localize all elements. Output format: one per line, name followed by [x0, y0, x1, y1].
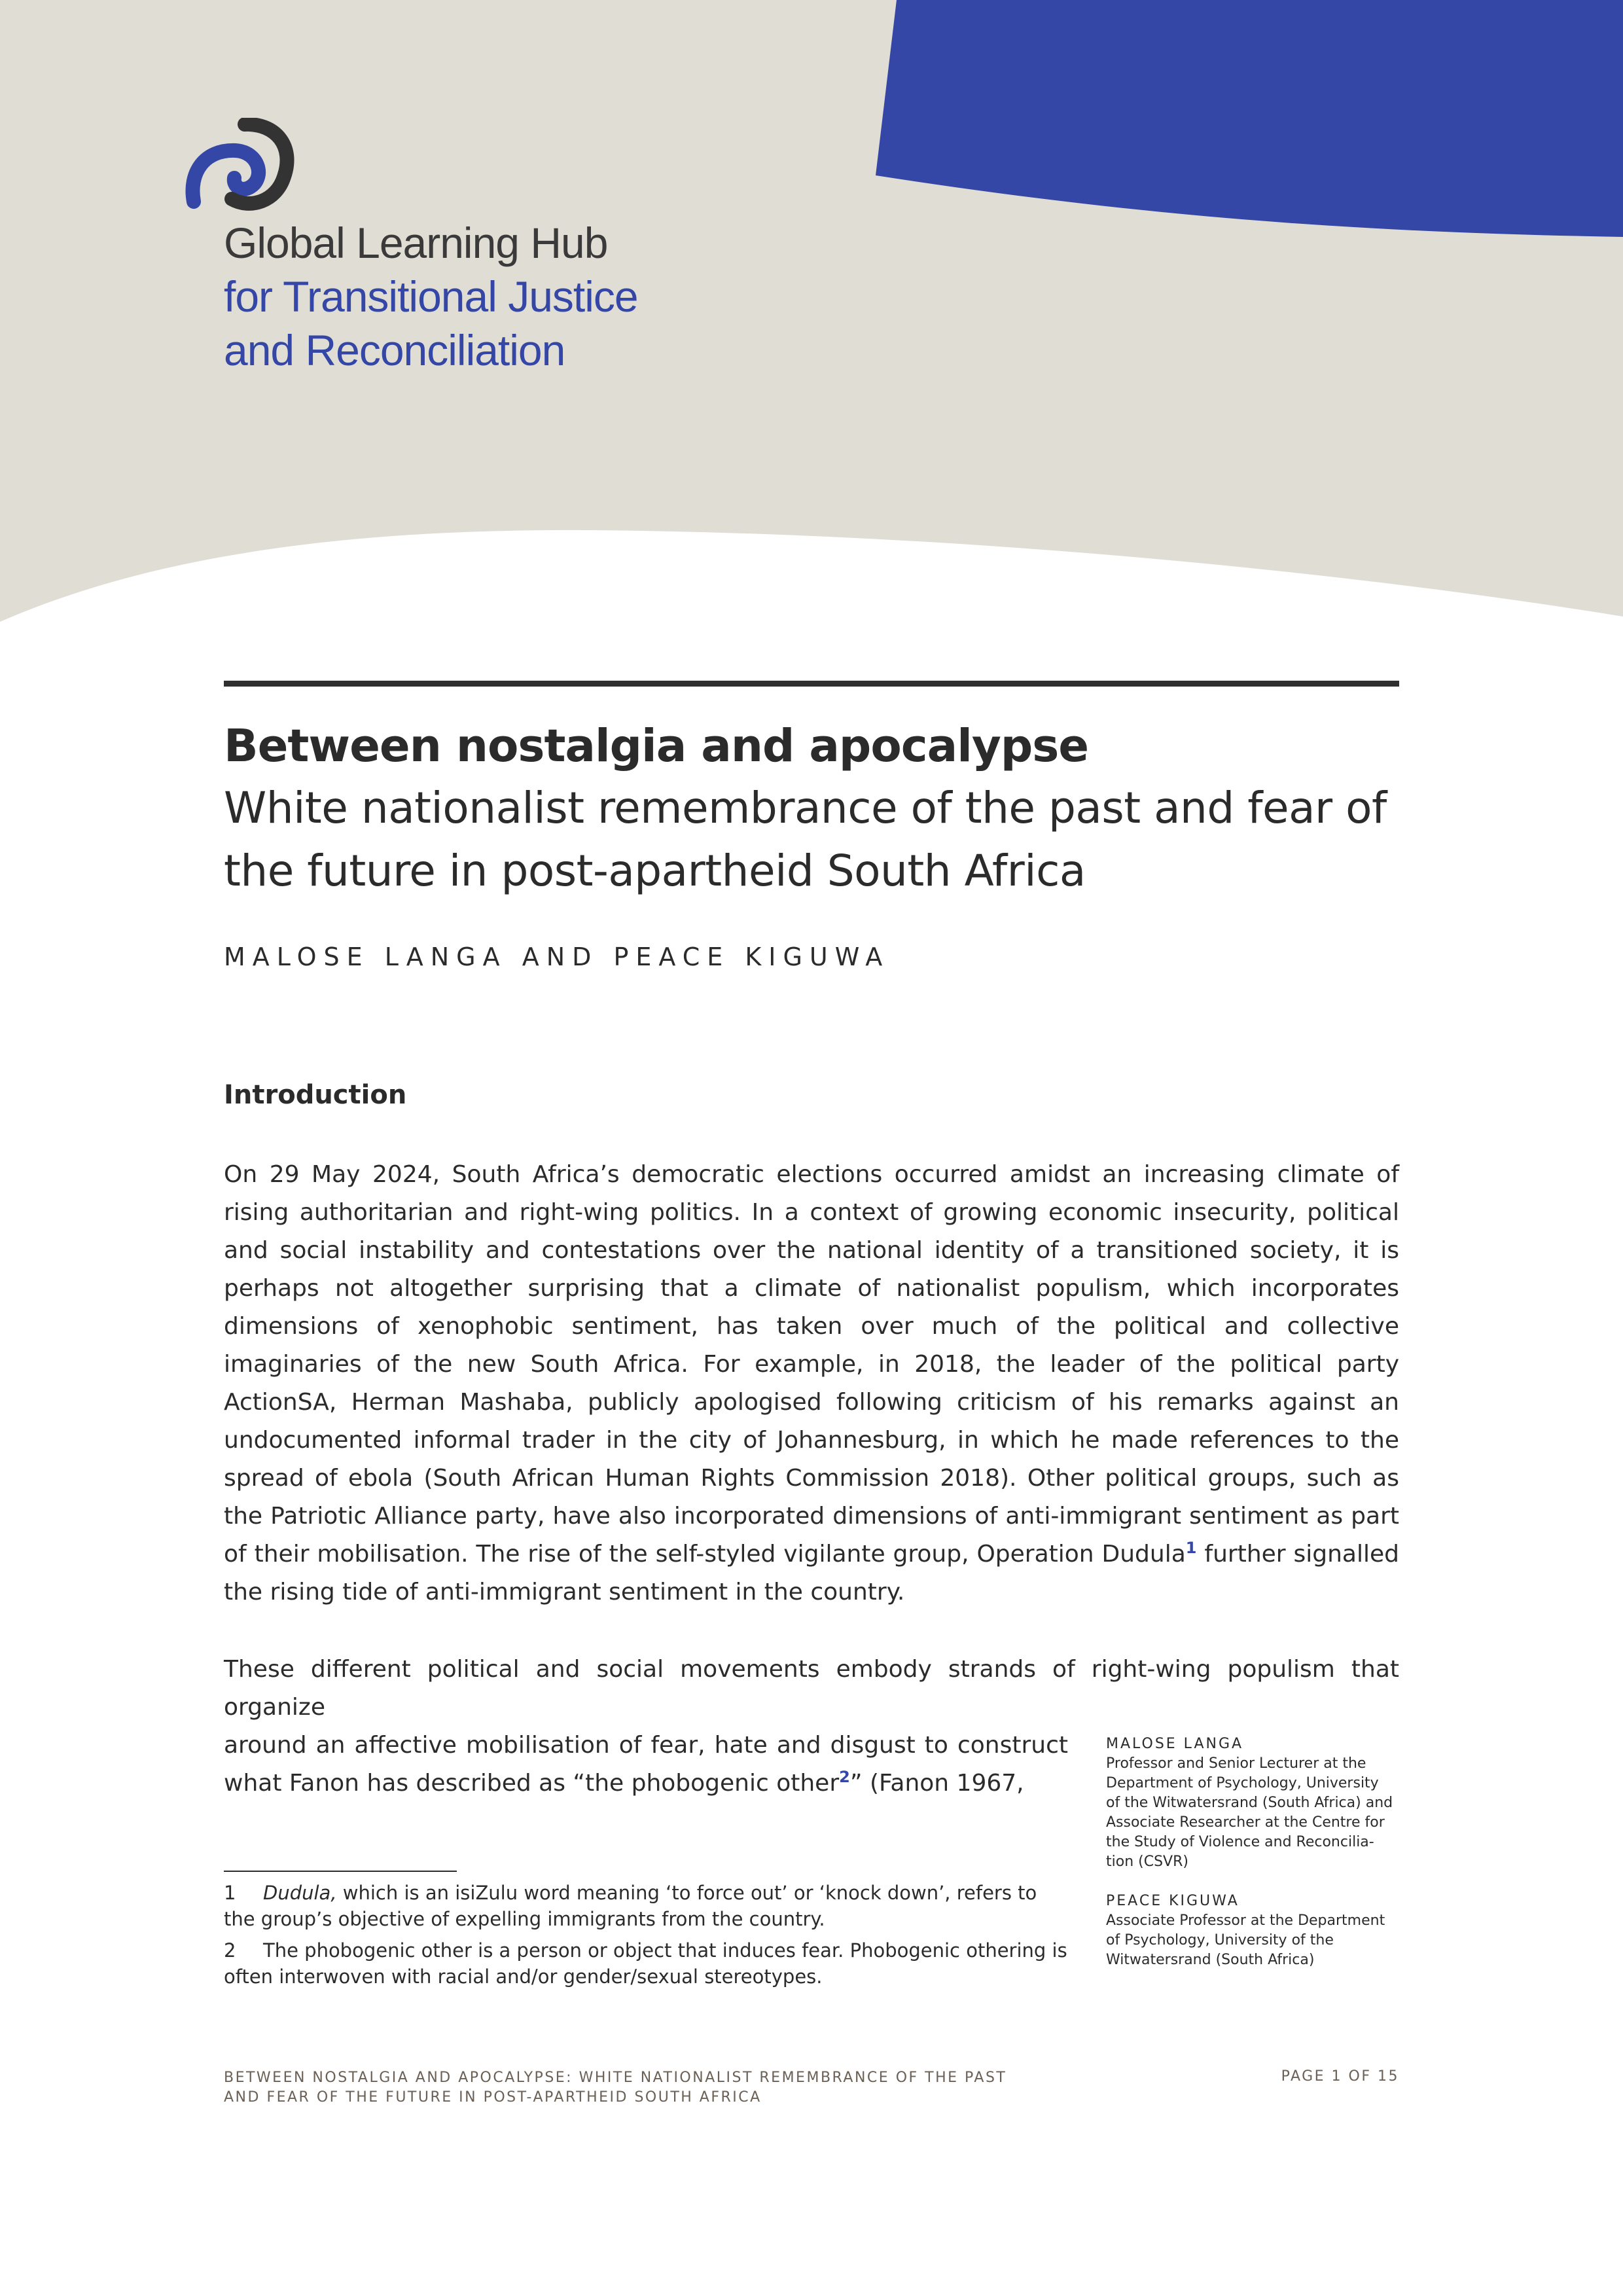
- section-heading-introduction: Introduction: [224, 1080, 407, 1110]
- author-2-name: PEACE KIGUWA: [1106, 1893, 1240, 1909]
- footnote-2-number: 2: [224, 1939, 236, 1962]
- paragraph-1-text-b: further signalled the rising tide of anti-immigrant sentiment in the country.: [224, 1541, 1399, 1605]
- paragraph-1: [224, 1156, 1399, 1611]
- author-bio-1: [1106, 1734, 1394, 1872]
- document-authors: MALOSE LANGA AND PEACE KIGUWA: [224, 942, 890, 971]
- footnote-2: [224, 1937, 1068, 1990]
- footnotes: [224, 1880, 1068, 1995]
- document-subtitle: White nationalist remembrance of the past and fear of the future in post-apartheid South Africa: [224, 783, 1387, 896]
- logo-line-2: for Transitional Justice: [224, 272, 638, 321]
- document-title: Between nostalgia and apocalypse: [224, 720, 1089, 772]
- logo-line-3: and Reconciliation: [224, 326, 565, 374]
- footnote-rule: [224, 1871, 457, 1872]
- footnote-ref-1[interactable]: 1: [1185, 1539, 1197, 1557]
- paragraph-2-line-1: These different political and social movements embody strands of right-wing populism that organize: [224, 1656, 1399, 1721]
- logo-line-1: Global Learning Hub: [224, 219, 608, 267]
- author-bio-2: [1106, 1892, 1394, 1970]
- footnote-1-number: 1: [224, 1882, 236, 1904]
- footnote-ref-2[interactable]: 2: [839, 1768, 850, 1786]
- title-rule: [224, 681, 1399, 687]
- author-sidebar: [1106, 1734, 1394, 1990]
- author-1-bio: Professor and Senior Lecturer at the Department of Psychology, University of the Witwatersrand (South Africa) and Associate Researcher at the Centre for the Study of Violence and Reconciliation (CSVR): [1106, 1755, 1393, 1870]
- footnote-2-text: The phobogenic other is a person or object that induces fear. Phobogenic othering is often interwoven with racial and/or gender/sexual stereotypes.: [224, 1939, 1067, 1988]
- footnote-1-term: Dudula,: [263, 1882, 337, 1904]
- paragraph-2-text-a: around an affective mobilisation of fear, hate and disgust to construct what Fanon has described as “the phobogenic other: [224, 1732, 1068, 1797]
- footnote-1-text: which is an isiZulu word meaning ‘to force out’ or ‘knock down’, refers to the group’s objective of expelling immigrants from the country.: [224, 1882, 1037, 1930]
- running-footer-line-2: AND FEAR OF THE FUTURE IN POST-APARTHEID SOUTH AFRICA: [224, 2089, 762, 2106]
- hub-logo-text: [224, 216, 638, 377]
- running-footer-line-1: BETWEEN NOSTALGIA AND APOCALYPSE: WHITE NATIONALIST REMEMBRANCE OF THE PAST: [224, 2070, 1007, 2086]
- paragraph-2-text-b: ” (Fanon 1967,: [849, 1770, 1024, 1797]
- author-1-name: MALOSE LANGA: [1106, 1736, 1244, 1752]
- running-footer: [224, 2068, 1007, 2108]
- footnote-1: [224, 1880, 1068, 1932]
- paragraph-1-text-a: On 29 May 2024, South Africa’s democratic elections occurred amidst an increasing climate of rising authoritarian and right-wing politics. In a context of growing economic insecurity, political and social instability and contestations over the national identity of a transitioned society, it is perhaps not altogether surprising that a climate of nationalist populism, which incorporates dimensions of xenophobic sentiment, has taken over much of the political and collective imaginaries of the new South Africa. For example, in 2018, the leader of the political party ActionSA, Herman Mashaba, publicly apologised following criticism of his remarks against an undocumented informal trader in the city of Johannesburg, in which he made references to the spread of ebola (South African Human Rights Commission 2018). Other political groups, such as the Patriotic Alliance party, have also incorporated dimensions of anti-immigrant sentiment as part of their mobilisation. The rise of the self-styled vigilante group, Operation Dudula: [224, 1161, 1399, 1568]
- hub-logo-icon: [185, 118, 296, 216]
- page-number: PAGE 1 OF 15: [1281, 2068, 1399, 2085]
- author-2-bio: Associate Professor at the Department of Psychology, University of the Witwatersrand (South Africa): [1106, 1912, 1385, 1968]
- paragraph-2-continued: [224, 1727, 1068, 1803]
